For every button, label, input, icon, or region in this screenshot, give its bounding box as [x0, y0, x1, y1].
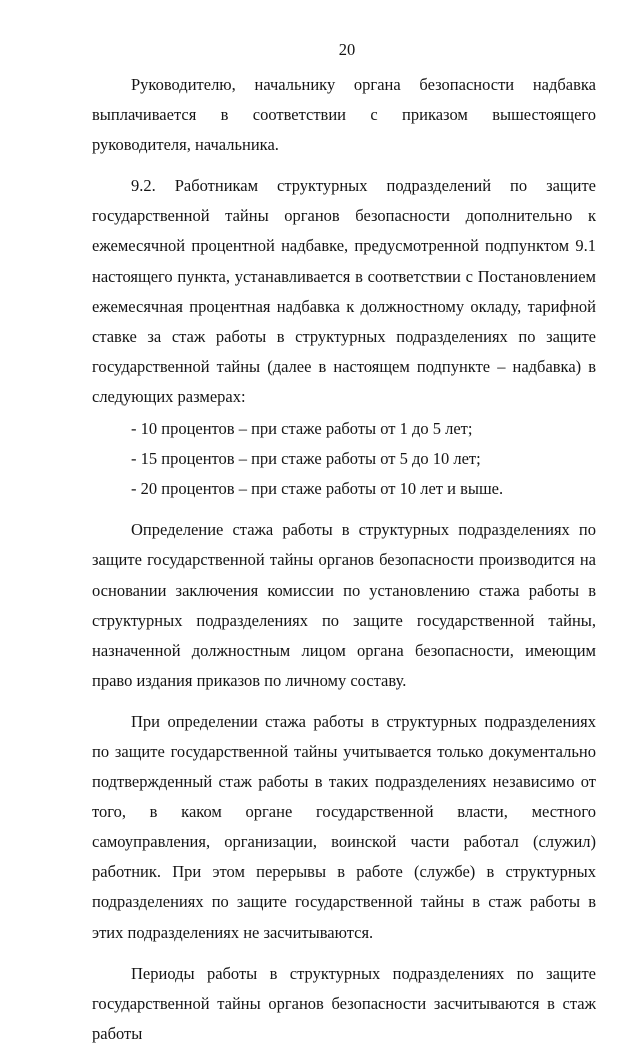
paragraph-9-2: 9.2. Работникам структурных подразделений по защите государственной тайны органов безопасности дополнительно к ежемесячной процентной надбавке, предусмотренной подпунктом 9.1 настоящего пункта, устанавливается в соответствии с Постановлением ежемесячная процентная надбавка к должностному окладу, тарифной ставке за стаж работы в структурных подразделениях по защите государственной тайны (далее в настоящем подпункте – надбавка) в следующих размерах: — [92, 176, 596, 406]
paragraph-documented-service: При определении стажа работы в структурных подразделениях по защите государственной тайны учитывается только документально подтвержденный стаж работы в таких подразделениях независимо от того, в каком органе государственной власти, местного самоуправления, организации, воинской части работал (служил) работник. При этом перерывы в работе (службе) в структурных подразделениях по защите государственной тайны в стаж работы в этих подразделениях не засчитываются. — [92, 711, 596, 942]
rates-list — [92, 414, 596, 504]
paragraph-length-determination: Определение стажа работы в структурных подразделениях по защите государственной тайны органов безопасности производится на основании заключения комиссии по установлению стажа работы в структурных подразделениях по защите государственной тайны, назначенной должностным лицом органа безопасности, имеющим право издания приказов по личному составу. — [92, 520, 596, 690]
paragraph-head-allowance: Руководителю, начальнику органа безопасности надбавка выплачивается в соответствии с приказом вышестоящего руководителя, начальника. — [92, 75, 596, 155]
list-item: - 15 процентов – при стаже работы от 5 до 10 лет; — [131, 449, 481, 469]
paragraph-periods: Периоды работы в структурных подразделениях по защите государственной тайны органов безопасности засчитываются в стаж работы — [92, 963, 596, 1043]
list-item: - 10 процентов – при стаже работы от 1 до 5 лет; — [131, 419, 473, 439]
page-number: 20 — [338, 40, 356, 59]
list-item: - 20 процентов – при стаже работы от 10 лет и выше. — [131, 479, 504, 499]
